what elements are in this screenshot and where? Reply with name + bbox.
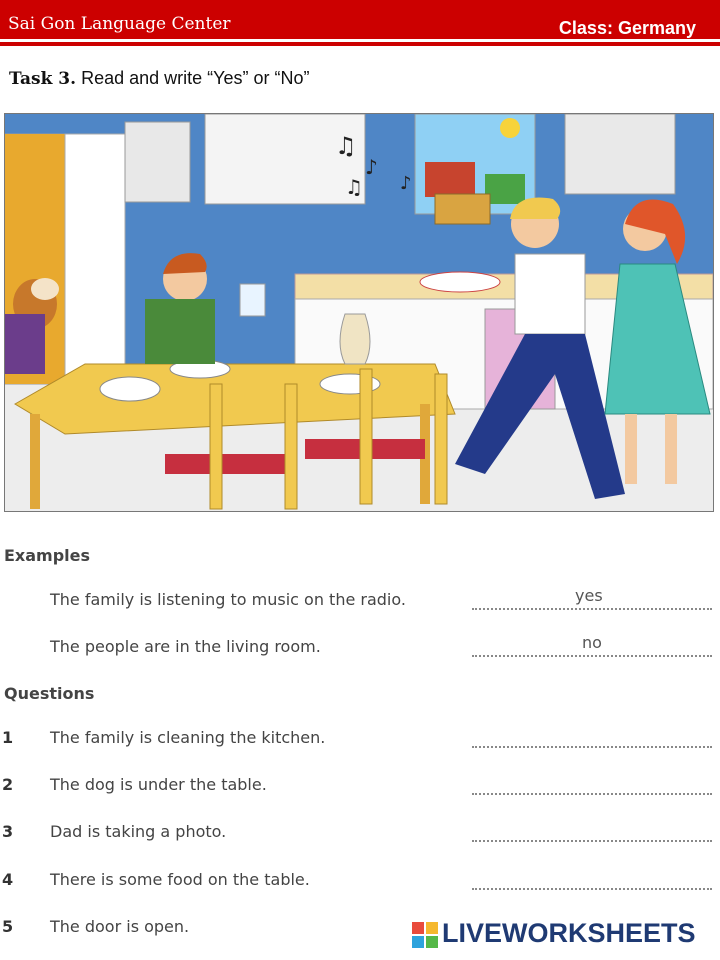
- answer-input-line[interactable]: [472, 793, 712, 795]
- question-row: [0, 728, 720, 758]
- svg-text:♫: ♫: [345, 175, 363, 199]
- example-sentence: The people are in the living room.: [50, 637, 321, 656]
- answer-line: [472, 655, 712, 657]
- question-number: 5: [2, 917, 14, 936]
- task-number: Task 3.: [9, 69, 77, 89]
- answer-input-line[interactable]: [472, 840, 712, 842]
- kitchen-scene-svg: [5, 114, 713, 511]
- example-answer: yes: [575, 586, 603, 605]
- svg-text:♪: ♪: [365, 155, 378, 179]
- example-answer: no: [582, 633, 602, 652]
- question-row: [0, 870, 720, 900]
- question-sentence: There is some food on the table.: [50, 870, 310, 889]
- question-number: 2: [2, 775, 14, 794]
- question-sentence: The dog is under the table.: [50, 775, 267, 794]
- answer-line: [472, 608, 712, 610]
- header-rule: [0, 39, 720, 42]
- answer-input-line[interactable]: [472, 746, 712, 748]
- question-sentence: The family is cleaning the kitchen.: [50, 728, 326, 747]
- example-sentence: The family is listening to music on the radio.: [50, 590, 406, 609]
- svg-text:♪: ♪: [400, 173, 412, 194]
- task-instruction: Read and write “Yes” or “No”: [81, 68, 310, 88]
- question-sentence: The door is open.: [50, 917, 190, 936]
- liveworksheets-logo-icon: [412, 922, 438, 948]
- header-bar: [0, 0, 720, 46]
- task-heading: [9, 68, 310, 89]
- class-label: Class: Germany: [558, 18, 696, 38]
- center-name: Sai Gon Language Center: [8, 14, 231, 34]
- liveworksheets-logo-text: LIVEWORKSHEETS: [442, 918, 696, 948]
- example-row: [0, 633, 720, 667]
- question-row: [0, 822, 720, 852]
- svg-text:♫: ♫: [335, 132, 357, 160]
- kitchen-scene-illustration: [4, 113, 714, 512]
- questions-title: Questions: [4, 684, 95, 703]
- examples-title: Examples: [4, 546, 91, 565]
- question-row: [0, 775, 720, 805]
- example-row: [0, 586, 720, 620]
- question-number: 1: [2, 728, 14, 747]
- question-sentence: Dad is taking a photo.: [50, 822, 227, 841]
- question-number: 4: [2, 870, 14, 889]
- question-number: 3: [2, 822, 14, 841]
- answer-input-line[interactable]: [472, 888, 712, 890]
- liveworksheets-logo: [412, 918, 712, 952]
